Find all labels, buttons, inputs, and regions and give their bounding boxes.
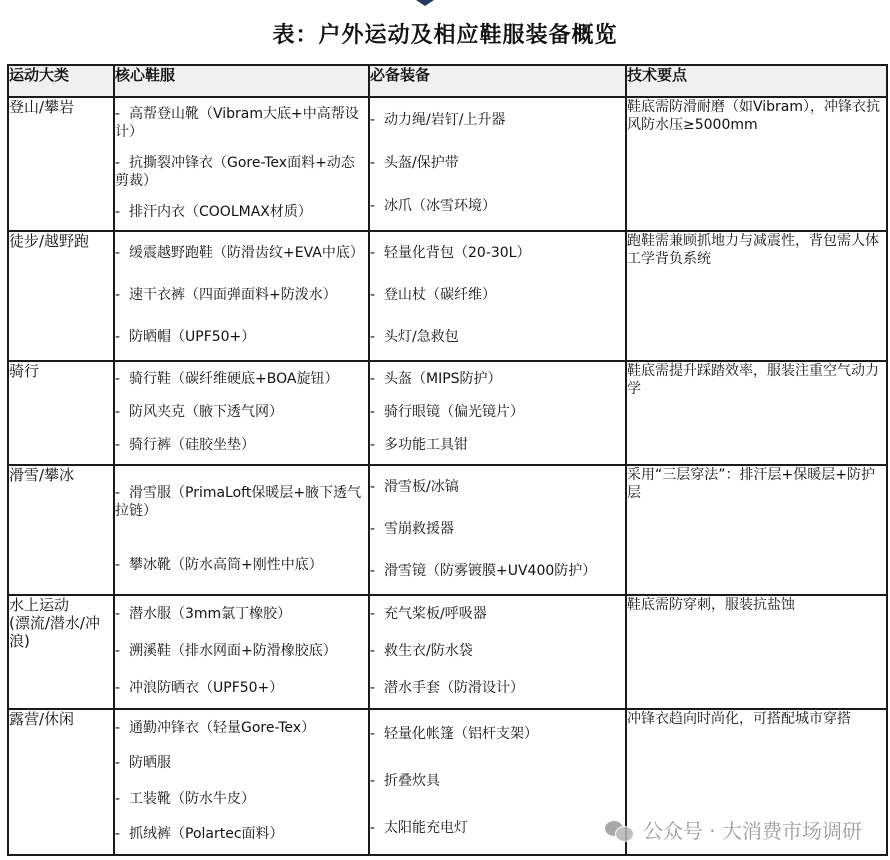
gear-item-text: 轻量化帐篷（铝杆支架） bbox=[384, 725, 538, 742]
apparel-item bbox=[115, 154, 368, 190]
list-dash: - bbox=[115, 557, 121, 573]
category-cell bbox=[8, 97, 114, 231]
apparel-item bbox=[115, 605, 368, 623]
table-row bbox=[8, 465, 887, 595]
list-dash: - bbox=[115, 790, 121, 807]
category-label: 登山/攀岩 bbox=[9, 98, 75, 116]
apparel-item-text: 潜水服（3mm氯丁橡胶） bbox=[129, 606, 292, 623]
list-dash: - bbox=[370, 679, 376, 696]
apparel-item-text: 溯溪鞋（排水网面+防滑橡胶底） bbox=[129, 642, 337, 659]
category-cell bbox=[8, 709, 114, 855]
gear-item bbox=[370, 370, 625, 388]
gear-item bbox=[370, 111, 625, 129]
list-dash: - bbox=[115, 437, 121, 454]
gear-item-text: 太阳能充电灯 bbox=[384, 820, 468, 837]
list-dash: - bbox=[370, 563, 376, 579]
apparel-item-text: 工装靴（防水牛皮） bbox=[129, 790, 255, 807]
gear-item-text: 雪崩救援器 bbox=[384, 521, 454, 537]
list-dash: - bbox=[370, 329, 376, 345]
category-label: 露营/休闲 bbox=[9, 710, 75, 728]
watermark-text: 公众号 · 大消费市场调研 bbox=[642, 819, 862, 843]
gear-item bbox=[370, 436, 625, 454]
apparel-item bbox=[115, 370, 368, 388]
list-dash: - bbox=[115, 826, 121, 843]
apparel-item bbox=[115, 286, 368, 304]
gear-item bbox=[370, 478, 625, 496]
gear-item bbox=[370, 520, 625, 538]
tech-cell: 冲锋衣趋向时尚化，可搭配城市穿搭 bbox=[626, 709, 887, 855]
apparel-cell bbox=[114, 97, 369, 231]
gear-item bbox=[370, 642, 625, 660]
apparel-cell bbox=[114, 361, 369, 465]
list-dash: - bbox=[115, 679, 121, 696]
table-title: 表：户外运动及相应鞋服装备概览 bbox=[272, 23, 618, 48]
gear-item-text: 滑雪板/冰镐 bbox=[384, 479, 459, 495]
apparel-item-text: 排汗内衣（COOLMAX材质） bbox=[129, 204, 312, 221]
gear-item bbox=[370, 725, 625, 743]
list-dash: - bbox=[115, 755, 121, 772]
list-dash: - bbox=[370, 606, 376, 623]
list-dash: - bbox=[370, 287, 376, 303]
apparel-item bbox=[115, 754, 368, 772]
gear-item-text: 头盔（MIPS防护） bbox=[384, 370, 502, 387]
apparel-item bbox=[115, 436, 368, 454]
header-tech: 技术要点 bbox=[626, 65, 887, 97]
apparel-item-text: 缓震越野跑鞋（防滑齿纹+EVA中底） bbox=[129, 245, 364, 261]
gear-item-text: 轻量化背包（20-30L） bbox=[384, 245, 531, 261]
tech-cell: 鞋底需提升踩踏效率，服装注重空气动力学 bbox=[626, 361, 887, 465]
apparel-item-text: 抓绒裤（Polartec面料） bbox=[129, 826, 284, 843]
category-label: 滑雪/攀冰 bbox=[9, 466, 75, 484]
gear-cell bbox=[369, 361, 626, 465]
gear-item bbox=[370, 328, 625, 346]
table-row bbox=[8, 595, 887, 709]
list-dash: - bbox=[370, 521, 376, 537]
gear-item bbox=[370, 772, 625, 790]
category-label: 骑行 bbox=[9, 362, 40, 380]
category-cell bbox=[8, 361, 114, 465]
apparel-item bbox=[115, 790, 368, 808]
apparel-cell bbox=[114, 231, 369, 361]
table-header-row bbox=[8, 65, 887, 97]
gear-item-text: 多功能工具钳 bbox=[384, 437, 468, 454]
list-dash: - bbox=[115, 154, 121, 171]
list-dash: - bbox=[115, 719, 121, 736]
table-row bbox=[8, 361, 887, 465]
apparel-item bbox=[115, 328, 368, 346]
list-dash: - bbox=[115, 329, 121, 345]
gear-cell bbox=[369, 97, 626, 231]
apparel-item bbox=[115, 484, 368, 520]
gear-item-text: 头灯/急救包 bbox=[384, 329, 459, 345]
equipment-overview-table bbox=[7, 64, 888, 856]
gear-item-text: 头盔/保护带 bbox=[384, 154, 459, 171]
watermark bbox=[605, 815, 862, 844]
list-dash: - bbox=[370, 820, 376, 837]
apparel-item bbox=[115, 679, 368, 697]
gear-item-text: 滑雪镜（防雾镀膜+UV400防护） bbox=[384, 563, 597, 579]
tech-cell: 采用“三层穿法”：排汗层+保暖层+防护层 bbox=[626, 465, 887, 595]
tech-cell: 跑鞋需兼顾抓地力与减震性，背包需人体工学背负系统 bbox=[626, 231, 887, 361]
gear-item-text: 动力绳/岩钉/上升器 bbox=[384, 111, 506, 128]
gear-cell bbox=[369, 465, 626, 595]
gear-item bbox=[370, 562, 625, 580]
apparel-item-text: 高帮登山靴（Vibram大底+中高帮设计） bbox=[115, 105, 359, 140]
apparel-item-text: 防晒帽（UPF50+） bbox=[129, 329, 256, 345]
apparel-item bbox=[115, 642, 368, 660]
top-decoration-mark bbox=[416, 0, 434, 6]
gear-item-text: 救生衣/防水袋 bbox=[384, 642, 473, 659]
apparel-item bbox=[115, 105, 368, 141]
category-label: 水上运动 bbox=[9, 596, 70, 614]
gear-cell bbox=[369, 709, 626, 855]
list-dash: - bbox=[115, 245, 121, 261]
gear-item-text: 骑行眼镜（偏光镜片） bbox=[384, 403, 524, 420]
list-dash: - bbox=[115, 287, 121, 303]
gear-item bbox=[370, 244, 625, 262]
list-dash: - bbox=[370, 370, 376, 387]
table-row bbox=[8, 231, 887, 361]
gear-item bbox=[370, 154, 625, 172]
table-row bbox=[8, 97, 887, 231]
list-dash: - bbox=[370, 245, 376, 261]
gear-item bbox=[370, 286, 625, 304]
list-dash: - bbox=[370, 725, 376, 742]
gear-item-text: 潜水手套（防滑设计） bbox=[384, 679, 524, 696]
gear-item-text: 登山杖（碳纤维） bbox=[384, 287, 496, 303]
gear-cell bbox=[369, 231, 626, 361]
apparel-cell bbox=[114, 465, 369, 595]
gear-cell bbox=[369, 595, 626, 709]
header-category: 运动大类 bbox=[8, 65, 114, 97]
apparel-item-text: 骑行裤（硅胶坐垫） bbox=[129, 437, 255, 454]
list-dash: - bbox=[370, 154, 376, 171]
gear-item-text: 冰爪（冰雪环境） bbox=[384, 198, 496, 215]
gear-item-text: 折叠炊具 bbox=[384, 772, 440, 789]
gear-item bbox=[370, 197, 625, 215]
gear-item-text: 充气桨板/呼吸器 bbox=[384, 606, 487, 623]
gear-item bbox=[370, 679, 625, 697]
apparel-item-text: 通勤冲锋衣（轻量Gore-Tex） bbox=[129, 719, 316, 736]
apparel-item bbox=[115, 556, 368, 574]
apparel-item bbox=[115, 244, 368, 262]
category-cell bbox=[8, 595, 114, 709]
tech-cell: 鞋底需防穿刺，服装抗盐蚀 bbox=[626, 595, 887, 709]
header-gear: 必备装备 bbox=[369, 65, 626, 97]
apparel-item-text: 速干衣裤（四面弹面料+防泼水） bbox=[129, 287, 337, 303]
list-dash: - bbox=[370, 198, 376, 215]
apparel-item-text: 冲浪防晒衣（UPF50+） bbox=[129, 679, 284, 696]
apparel-cell bbox=[114, 709, 369, 855]
apparel-item bbox=[115, 403, 368, 421]
list-dash: - bbox=[115, 606, 121, 623]
apparel-item bbox=[115, 203, 368, 221]
list-dash: - bbox=[370, 403, 376, 420]
apparel-item-text: 骑行鞋（碳纤维硬底+BOA旋钮） bbox=[129, 370, 339, 387]
list-dash: - bbox=[115, 370, 121, 387]
header-apparel: 核心鞋服 bbox=[114, 65, 369, 97]
apparel-item-text: 滑雪服（PrimaLoft保暖层+腋下透气拉链） bbox=[115, 485, 362, 519]
category-cell bbox=[8, 231, 114, 361]
gear-item bbox=[370, 403, 625, 421]
category-cell bbox=[8, 465, 114, 595]
list-dash: - bbox=[115, 204, 121, 221]
tech-cell: 鞋底需防滑耐磨（如Vibram），冲锋衣抗风防水压≥5000mm bbox=[626, 97, 887, 231]
apparel-item-text: 抗撕裂冲锋衣（Gore-Tex面料+动态剪裁） bbox=[115, 154, 355, 189]
apparel-item-text: 防风夹克（腋下透气网） bbox=[129, 403, 283, 420]
apparel-item bbox=[115, 719, 368, 737]
gear-item bbox=[370, 605, 625, 623]
apparel-item-text: 攀冰靴（防水高筒+刚性中底） bbox=[129, 557, 323, 573]
list-dash: - bbox=[370, 111, 376, 128]
list-dash: - bbox=[115, 642, 121, 659]
list-dash: - bbox=[370, 479, 376, 495]
list-dash: - bbox=[370, 437, 376, 454]
wechat-icon bbox=[605, 819, 635, 841]
apparel-cell bbox=[114, 595, 369, 709]
list-dash: - bbox=[115, 485, 121, 501]
list-dash: - bbox=[370, 642, 376, 659]
category-sublabel: (漂流/潜水/冲浪) bbox=[9, 614, 100, 650]
category-label: 徒步/越野跑 bbox=[9, 232, 90, 250]
list-dash: - bbox=[370, 772, 376, 789]
list-dash: - bbox=[115, 403, 121, 420]
apparel-item-text: 防晒服 bbox=[129, 755, 171, 772]
list-dash: - bbox=[115, 105, 121, 122]
gear-item bbox=[370, 819, 625, 837]
apparel-item bbox=[115, 825, 368, 843]
